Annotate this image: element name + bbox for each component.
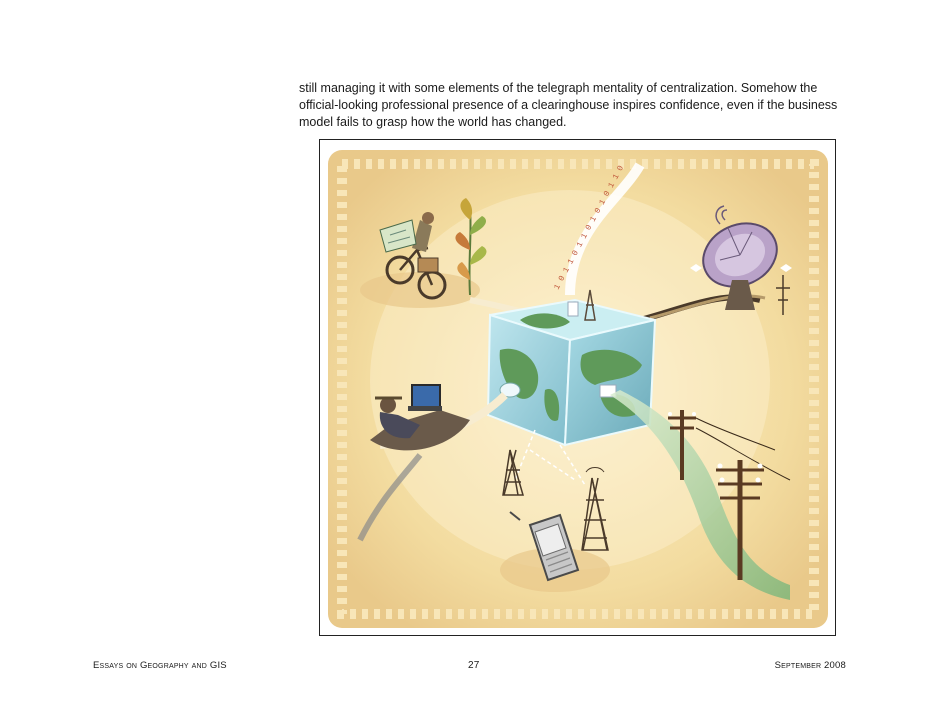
footer-title: Essays on Geography and GIS xyxy=(93,660,227,671)
page-number: 27 xyxy=(468,660,480,671)
footer-date: September 2008 xyxy=(774,660,846,671)
network-illustration xyxy=(320,140,835,635)
binary-digits: 1 0 1 1 0 1 1 0 1 0 1 0 1 1 0 xyxy=(552,164,627,292)
central-globe-cube xyxy=(488,290,655,445)
illustration-figure xyxy=(319,139,836,636)
body-paragraph: still managing it with some elements of the telegraph mentality of centralization. Somehow the official-looking professional presence of a clearinghouse inspires confidence, even if the business model fails to grasp how the world has changed. xyxy=(299,81,838,129)
